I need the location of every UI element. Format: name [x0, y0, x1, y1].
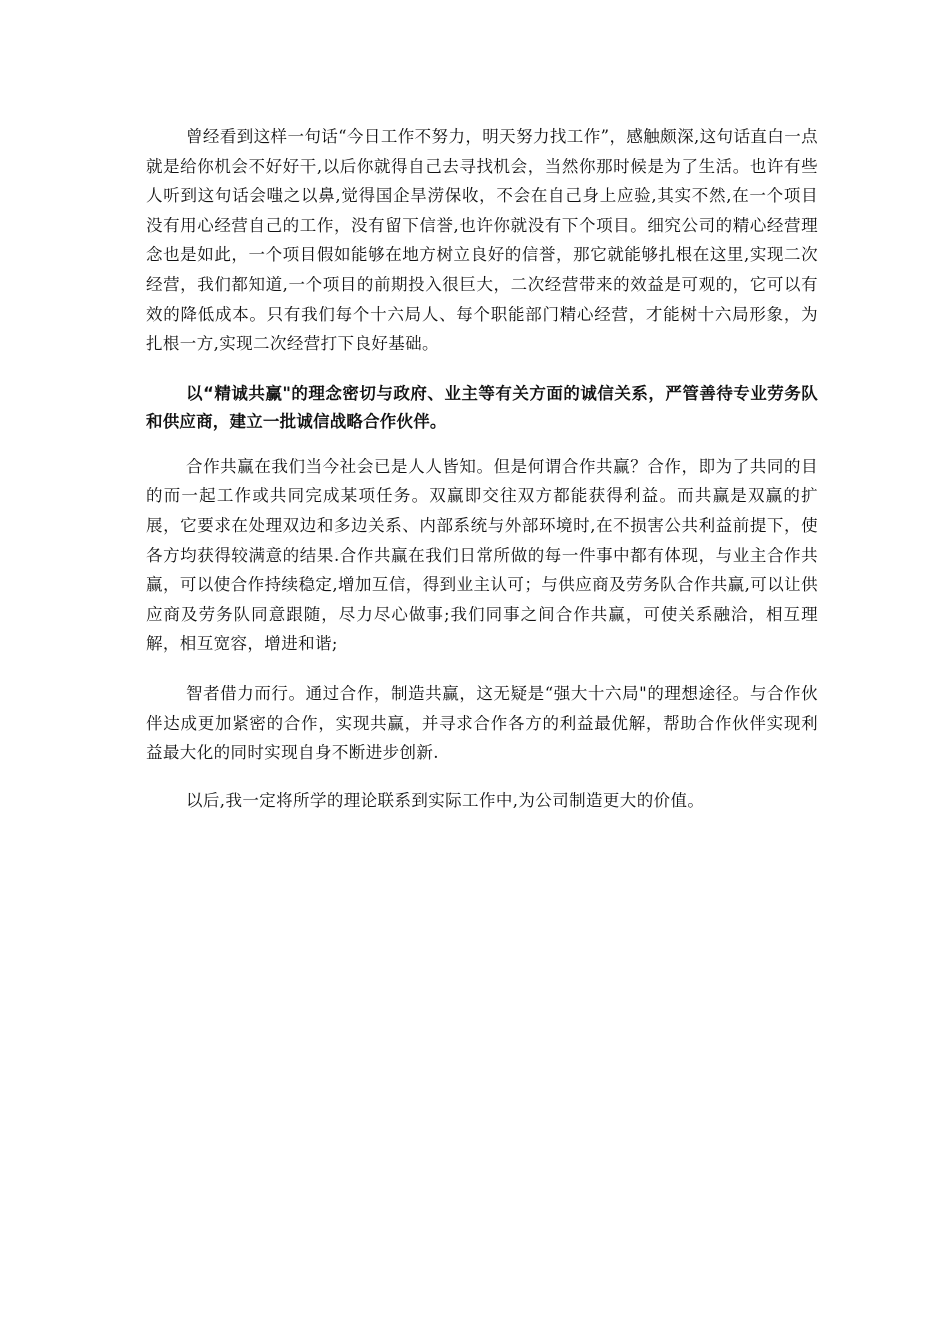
paragraph-cooperation: 合作共赢在我们当今社会已是人人皆知。但是何谓合作共赢？合作，即为了共同的目的而一起工作或共同完成某项任务。双赢即交往双方都能获得利益。而共赢是双赢的扩展，它要求在处理双边和多边关系、内部系统与外部环境时,在不损害公共利益前提下，使各方均获得较满意的结果.合作共赢在我们日常所做的每一件事中都有体现，与业主合作共赢，可以使合作持续稳定,增加互信，得到业主认可；与供应商及劳务队合作共赢,可以让供应商及劳务队同意跟随，尽力尽心做事;我们同事之间合作共赢，可使关系融洽，相互理解，相互宽容，增进和谐;: [146, 456, 818, 654]
paragraph-conclusion: 以后,我一定将所学的理论联系到实际工作中,为公司制造更大的价值。: [186, 790, 705, 810]
paragraph-heading-bold: 以“精诚共赢"的理念密切与政府、业主等有关方面的诚信关系，严管善待专业劳务队和供应商，建立一批诚信战略合作伙伴。: [146, 383, 818, 431]
paragraph-wise: 智者借力而行。通过合作，制造共赢，这无疑是“强大十六局"的理想途径。与合作伙伴达成更加紧密的合作，实现共赢，并寻求合作各方的利益最优解，帮助合作伙伴实现利益最大化的同时实现自身不断进步创新.: [146, 683, 818, 763]
paragraph-intro: 曾经看到这样一句话“今日工作不努力，明天努力找工作”，感触颇深,这句话直白一点就是给你机会不好好干,以后你就得自己去寻找机会，当然你那时候是为了生活。也许有些人听到这句话会嗤之以鼻,觉得国企旱涝保收，不会在自己身上应验,其实不然,在一个项目没有用心经营自己的工作，没有留下信誉,也许你就没有下个项目。细究公司的精心经营理念也是如此，一个项目假如能够在地方树立良好的信誉，那它就能够扎根在这里,实现二次经营，我们都知道,一个项目的前期投入很巨大，二次经营带来的效益是可观的，它可以有效的降低成本。只有我们每个十六局人、每个职能部门精心经营，才能树十六局形象，为扎根一方,实现二次经营打下良好基础。: [146, 127, 818, 354]
document-body: [146, 122, 818, 815]
